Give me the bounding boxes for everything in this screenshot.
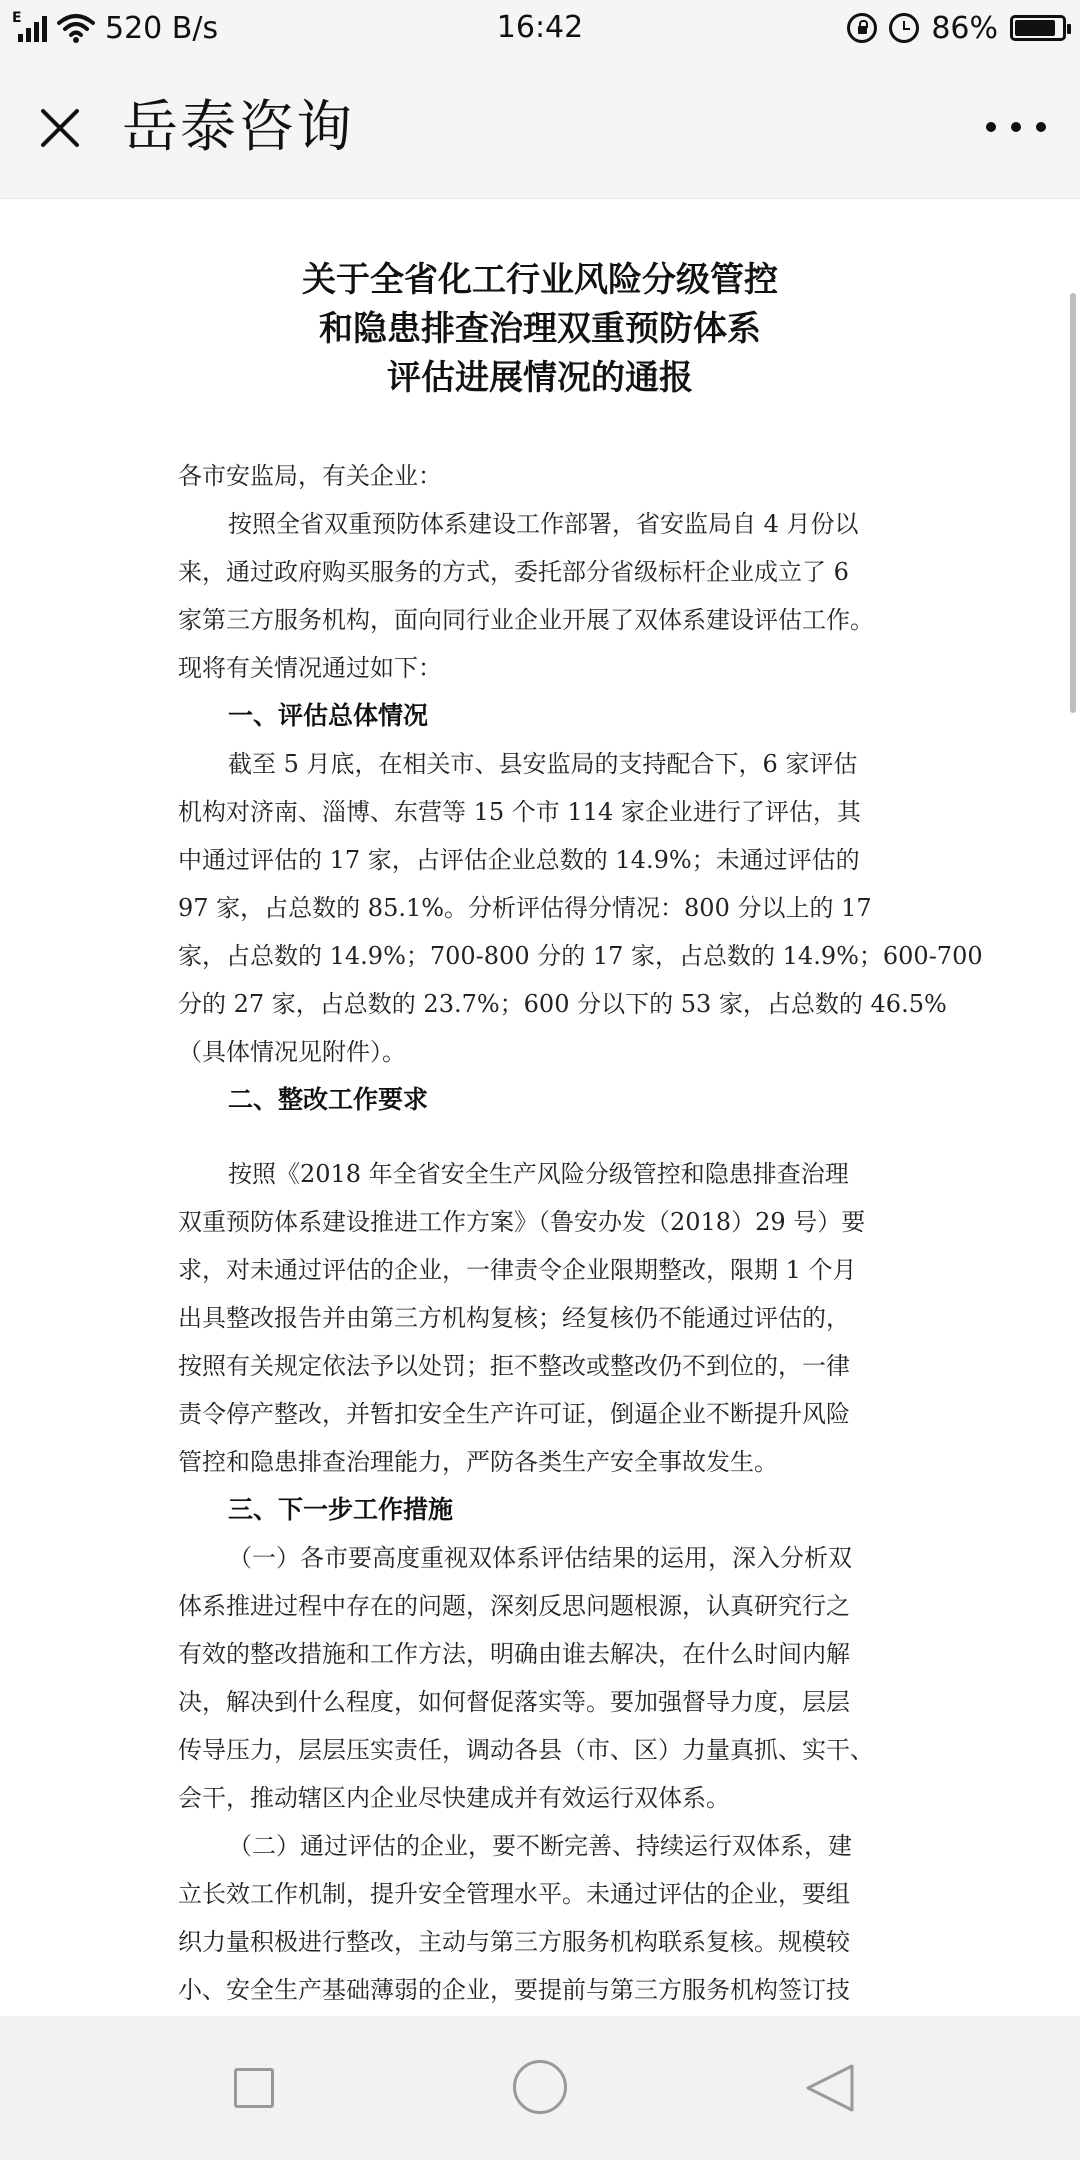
paragraph-line: （具体情况见附件）。 (178, 1038, 406, 1066)
system-navigation-bar (0, 2016, 1080, 2160)
battery-icon (1010, 15, 1066, 41)
section-heading: 三、下一步工作措施 (228, 1495, 454, 1524)
document-title-line: 评估进展情况的通报 (387, 358, 693, 398)
paragraph-line: 按照《2018 年全省安全生产风险分级管控和隐患排查治理 (228, 1160, 849, 1188)
paragraph-line: 分的 27 家，占总数的 23.7%；600 分以下的 53 家，占总数的 46.5% (178, 990, 947, 1018)
paragraph-line: （一）各市要高度重视双体系评估结果的运用，深入分析双 (228, 1544, 852, 1572)
page-title: 岳泰咨询 (122, 95, 354, 160)
section-heading: 二、整改工作要求 (228, 1085, 429, 1114)
wifi-icon (57, 13, 95, 43)
paragraph-line: 截至 5 月底，在相关市、县安监局的支持配合下，6 家评估 (228, 750, 858, 778)
more-dot-icon (1036, 122, 1046, 132)
network-type-label: E (12, 10, 22, 26)
paragraph-line: 中通过评估的 17 家，占评估企业总数的 14.9%；未通过评估的 (178, 846, 860, 874)
paragraph-line: 家第三方服务机构，面向同行业企业开展了双体系建设评估工作。 (178, 606, 874, 634)
paragraph-line: 立长效工作机制，提升安全管理水平。未通过评估的企业，要组 (178, 1880, 850, 1908)
paragraph-line: （二）通过评估的企业，要不断完善、持续运行双体系，建 (228, 1832, 852, 1860)
more-dot-icon (986, 122, 996, 132)
paragraph-line: 按照有关规定依法予以处罚；拒不整改或整改仍不到位的，一律 (178, 1352, 850, 1380)
scrollbar-thumb[interactable] (1070, 293, 1076, 713)
paragraph-line: 责令停产整改，并暂扣安全生产许可证，倒逼企业不断提升风险 (178, 1400, 850, 1428)
paragraph-line: 小、安全生产基础薄弱的企业，要提前与第三方服务机构签订技 (178, 1976, 850, 2004)
section-heading: 一、评估总体情况 (228, 701, 429, 730)
more-dot-icon (1011, 122, 1021, 132)
paragraph-line: 管控和隐患排查治理能力，严防各类生产安全事故发生。 (178, 1448, 778, 1476)
paragraph-line: 求，对未通过评估的企业，一律责令企业限期整改，限期 1 个月 (178, 1256, 857, 1284)
paragraph-line: 按照全省双重预防体系建设工作部署，省安监局自 4 月份以 (228, 510, 859, 538)
more-options-button[interactable] (986, 112, 1046, 142)
paragraph-line: 会干，推动辖区内企业尽快建成并有效运行双体系。 (178, 1784, 730, 1812)
title-bar (0, 56, 1080, 199)
clock: 16:42 (496, 10, 584, 45)
close-icon[interactable] (30, 98, 90, 158)
paragraph-line: 体系推进过程中存在的问题，深刻反思问题根源，认真研究行之 (178, 1592, 850, 1620)
rotation-lock-icon (847, 13, 877, 43)
paragraph-line: 传导压力，层层压实责任，调动各县（市、区）力量真抓、实干、 (178, 1736, 874, 1764)
salutation: 各市安监局，有关企业： (178, 462, 442, 490)
battery-percent: 86% (931, 10, 998, 46)
paragraph-line: 出具整改报告并由第三方机构复核；经复核仍不能通过评估的， (178, 1304, 850, 1332)
recent-apps-button[interactable] (234, 2068, 274, 2108)
document-title-line: 和隐患排查治理双重预防体系 (319, 309, 761, 349)
paragraph-line: 机构对济南、淄博、东营等 15 个市 114 家企业进行了评估，其 (178, 798, 861, 826)
net-speed: 520 B/s (105, 10, 219, 46)
paragraph-line: 97 家，占总数的 85.1%。分析评估得分情况：800 分以上的 17 (178, 894, 872, 922)
document-viewer[interactable] (0, 198, 1080, 2016)
paragraph-line: 家，占总数的 14.9%；700-800 分的 17 家，占总数的 14.9%；600-700 (178, 942, 983, 970)
paragraph-line: 决，解决到什么程度，如何督促落实等。要加强督导力度，层层 (178, 1688, 850, 1716)
back-button[interactable] (800, 2062, 860, 2114)
home-button[interactable] (513, 2060, 567, 2114)
paragraph-line: 双重预防体系建设推进工作方案》（鲁安办发（2018）29 号）要 (178, 1208, 866, 1236)
document-title-line: 关于全省化工行业风险分级管控 (302, 260, 778, 300)
paragraph-line: 现将有关情况通过如下： (178, 654, 442, 682)
alarm-icon (889, 13, 919, 43)
paragraph-line: 织力量积极进行整改，主动与第三方服务机构联系复核。规模较 (178, 1928, 850, 1956)
battery-fill (1015, 20, 1055, 36)
paragraph-line: 来，通过政府购买服务的方式，委托部分省级标杆企业成立了 6 (178, 558, 849, 586)
cellular-signal-icon (12, 10, 47, 42)
paragraph-line: 有效的整改措施和工作方法，明确由谁去解决，在什么时间内解 (178, 1640, 850, 1668)
status-bar (0, 0, 1080, 56)
